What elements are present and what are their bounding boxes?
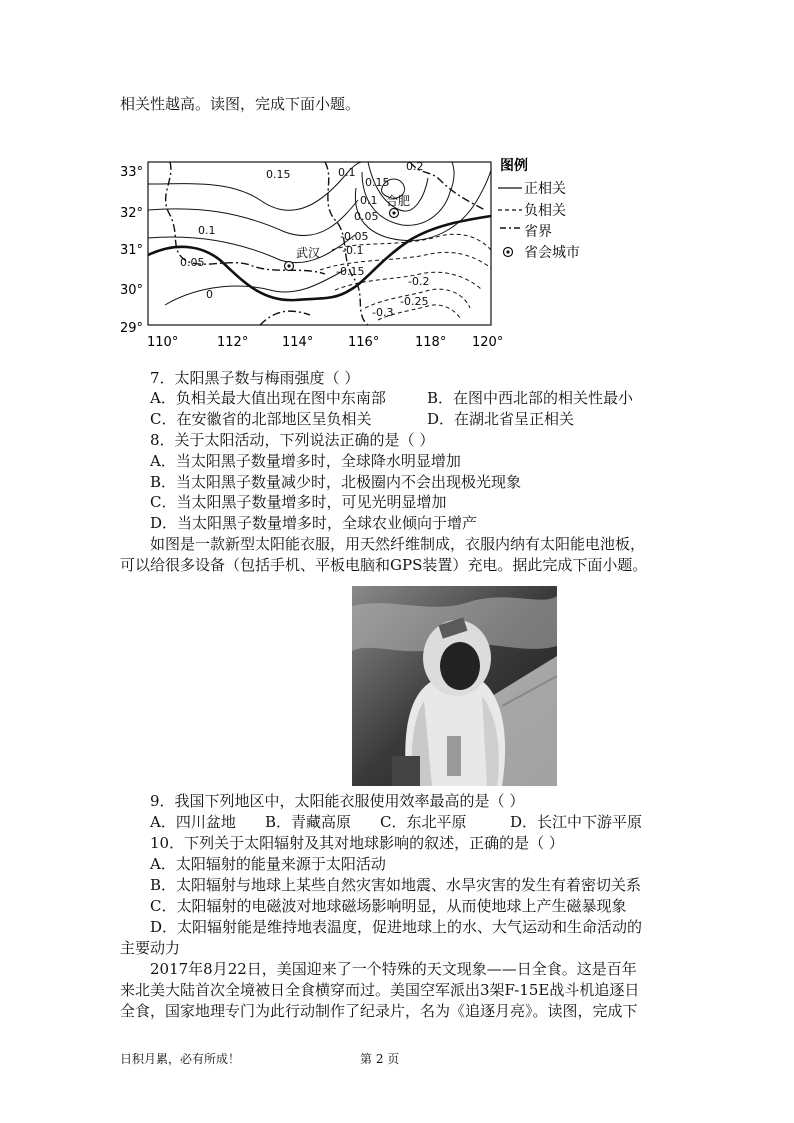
contour-label: -0.25: [400, 295, 429, 308]
q10-stem: 10．下列关于太阳辐射及其对地球影响的叙述，正确的是（ ）: [150, 834, 564, 852]
legend-boundary: 省界: [524, 224, 552, 240]
q8-option-b: B．当太阳黑子数量减少时，北极圈内不会出现极光现象: [150, 473, 522, 491]
city-label-hefei: 合肥: [386, 194, 411, 208]
lon-label-120: 120°: [472, 335, 504, 350]
q9-option-b: B．青藏高原: [265, 813, 352, 831]
city-hefei: [386, 193, 410, 218]
passage3-line2: 来北美大陆首次全境被日全食横穿而过。美国空军派出3架F-15E战斗机追逐日: [120, 981, 640, 999]
q8-option-d: D．当太阳黑子数量增多时，全球农业倾向于增产: [150, 514, 478, 532]
contour-label: 0.05: [180, 256, 205, 269]
legend-capital: 省会城市: [524, 245, 580, 261]
q7-stem: 7．太阳黑子数与梅雨强度（ ）: [150, 369, 360, 387]
lat-label-30: 30°: [120, 283, 144, 298]
contour-0.1: [148, 200, 358, 236]
q7-option-b: B．在图中西北部的相关性最小: [427, 389, 634, 407]
lat-label-29: 29°: [120, 321, 144, 336]
contour-label: 0: [206, 288, 213, 301]
correlation-map: [110, 140, 610, 355]
lon-label-114: 114°: [282, 335, 314, 350]
lat-label-32: 32°: [120, 206, 144, 221]
lat-label-33: 33°: [120, 165, 144, 180]
lon-label-112: 112°: [217, 335, 249, 350]
contour-label: -0.15: [336, 265, 365, 278]
contour-label: 0.15: [266, 168, 291, 181]
q9-option-c: C．东北平原: [380, 813, 467, 831]
lon-label-116: 116°: [348, 335, 380, 350]
lon-label-110: 110°: [147, 335, 179, 350]
contour-label: -0.1: [342, 244, 364, 257]
page-number: 第 2 页: [360, 1052, 400, 1066]
q9-option-a: A．四川盆地: [150, 813, 236, 831]
legend-title: 图例: [500, 158, 528, 174]
q10-option-d-line2: 主要动力: [120, 939, 181, 957]
solar-jacket-photo: [352, 586, 557, 786]
contour-label: 0.05: [354, 210, 379, 223]
contour-label: -0.05: [340, 230, 369, 243]
q8-option-a: A．当太阳黑子数量增多时，全球降水明显增加: [150, 452, 461, 470]
passage3-line3: 全食，国家地理专门为此行动制作了纪录片，名为《追逐月亮》。读图，完成下: [120, 1002, 638, 1020]
lat-label-31: 31°: [120, 243, 144, 258]
contour-label: -0.3: [372, 306, 394, 319]
q10-option-b: B．太阳辐射与地球上某些自然灾害如地震、水旱灾害的发生有着密切关系: [150, 876, 642, 894]
contour-label: 0.15: [365, 176, 390, 189]
contour-label: 0.1: [360, 194, 378, 207]
q8-stem: 8．关于太阳活动，下列说法正确的是（ ）: [150, 431, 435, 449]
q10-option-c: C．太阳辐射的电磁波对地球磁场影响明显，从而使地球上产生磁暴现象: [150, 897, 627, 915]
q10-option-d-line1: D．太阳辐射能是维持地表温度，促进地球上的水、大气运动和生命活动的: [150, 918, 643, 936]
q9-stem: 9．我国下列地区中，太阳能衣服使用效率最高的是（ ）: [150, 792, 525, 810]
contour-label: -0.2: [408, 275, 430, 288]
contour-label: 0.1: [198, 224, 216, 237]
legend-negative: 负相关: [524, 203, 566, 219]
intro-tail: 相关性越高。读图，完成下面小题。: [120, 95, 361, 113]
city-wuhan: [285, 245, 321, 271]
boundary-south: [260, 311, 310, 325]
legend-positive: 正相关: [524, 181, 566, 197]
province-boundaries: [166, 162, 485, 325]
contour-0.15: [148, 162, 362, 210]
passage3-line1: 2017年8月22日，美国迎来了一个特殊的天文现象——日全食。这是百年: [150, 960, 637, 978]
q9-option-d: D．长江中下游平原: [510, 813, 643, 831]
q8-option-c: C．当太阳黑子数量增多时，可见光明显增加: [150, 493, 447, 511]
lon-label-118: 118°: [415, 335, 447, 350]
passage2-line2: 可以给很多设备（包括手机、平板电脑和GPS装置）充电。据此完成下面小题。: [120, 556, 648, 574]
contour-label: 0.2: [406, 160, 424, 173]
q7-option-c: C．在安徽省的北部地区呈负相关: [150, 410, 372, 428]
q7-option-d: D．在湖北省呈正相关: [427, 410, 575, 428]
passage2-line1: 如图是一款新型太阳能衣服，用天然纤维制成，衣服内纳有太阳能电池板，: [150, 535, 646, 553]
contour-label: 0.1: [338, 166, 356, 179]
footer-motto: 日积月累，必有所成！: [120, 1052, 241, 1066]
q7-option-a: A．负相关最大值出现在图中东南部: [150, 389, 386, 407]
map-legend: [498, 157, 580, 261]
map-frame: [148, 162, 491, 325]
q10-option-a: A．太阳辐射的能量来源于太阳活动: [150, 855, 386, 873]
city-label-wuhan: 武汉: [296, 246, 321, 260]
